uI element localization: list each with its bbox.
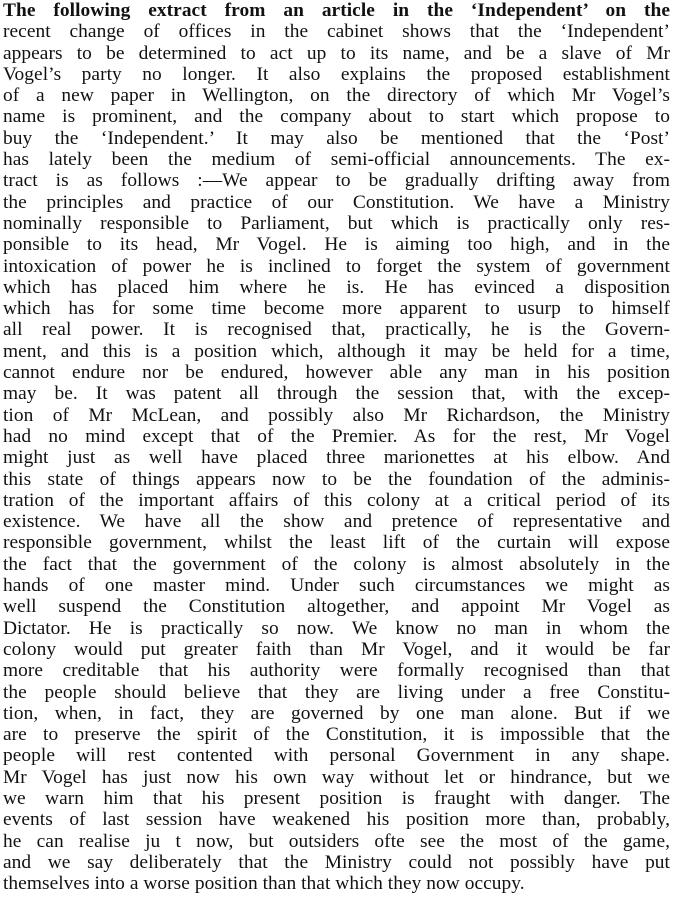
article-line: intoxication of power he is inclined to forget the system of government — [3, 255, 670, 277]
article-line: tion, when, in fact, they are governed by one man alone. But if we — [3, 702, 670, 724]
article-line: The following extract from an article in the ‘Independent’ on the — [3, 0, 670, 21]
article-line: events of last session have weakened his position more than, probably, — [3, 809, 670, 831]
article-line: the fact that the government of the colony is almost absolutely in the — [3, 553, 670, 575]
article-line: he can realise ju t now, but outsiders ofte see the most of the game, — [3, 830, 670, 852]
article-line: name is prominent, and the company about to start which propose to — [3, 106, 670, 128]
article-line: recent change of offices in the cabinet shows that the ‘Independent’ — [3, 21, 670, 43]
article-line: which has placed him where he is. He has evinced a disposition — [3, 276, 670, 298]
article-line: all real power. It is recognised that, practically, he is the Govern- — [3, 319, 670, 341]
article-line: themselves into a worse position than that which they now occupy. — [3, 873, 525, 895]
article-line: tion of Mr McLean, and possibly also Mr Richardson, the Ministry — [3, 404, 670, 426]
article-line: Mr Vogel has just now his own way without let or hindrance, but we — [3, 766, 670, 788]
article-line: tration of the important affairs of this colony at a critical period of its — [3, 489, 670, 511]
article-line: tract is as follows :—We appear to be gradually drifting away from — [3, 170, 670, 192]
article-line: of a new paper in Wellington, on the directory of which Mr Vogel’s — [3, 85, 670, 107]
article-line: more creditable that his authority were formally recognised than that — [3, 660, 670, 682]
article-line: existence. We have all the show and pretence of representative and — [3, 511, 670, 533]
article-line: the principles and practice of our Constitution. We have a Ministry — [3, 191, 670, 213]
article-line: which has for some time become more apparent to usurp to himself — [3, 298, 670, 320]
article-line: and we say deliberately that the Ministry could not possibly have put — [3, 851, 670, 873]
article-line: might just as well have placed three marionettes at his elbow. And — [3, 447, 670, 469]
article-line: responsible government, whilst the least lift of the curtain will expose — [3, 532, 670, 554]
article-line: are to preserve the spirit of the Constitution, it is impossible that the — [3, 724, 670, 746]
article-line: ponsible to its head, Mr Vogel. He is aiming too high, and in the — [3, 234, 670, 256]
article-line: we warn him that his present position is fraught with danger. The — [3, 787, 670, 809]
article-line: may be. It was patent all through the session that, with the excep- — [3, 383, 670, 405]
article-line: hands of one master mind. Under such circumstances we might as — [3, 575, 670, 597]
article-line: had no mind except that of the Premier. As for the rest, Mr Vogel — [3, 425, 670, 447]
article-line: has lately been the medium of semi-official announcements. The ex- — [3, 149, 670, 171]
article-line: colony would put greater faith than Mr Vogel, and it would be far — [3, 638, 670, 660]
article-line: appears to be determined to act up to its name, and be a slave of Mr — [3, 42, 670, 64]
article-line: Dictator. He is practically so now. We know no man in whom the — [3, 617, 670, 639]
article-line: cannot endure nor be endured, however able any man in his position — [3, 362, 670, 384]
article-line: Vogel’s party no longer. It also explains the proposed establishment — [3, 63, 670, 85]
article-line: this state of things appears now to be the foundation of the adminis- — [3, 468, 670, 490]
article-line: buy the ‘Independent.’ It may also be mentioned that the ‘Post’ — [3, 127, 670, 149]
article-line: nominally responsible to Parliament, but which is practically only res- — [3, 212, 670, 234]
article-line: ment, and this is a position which, although it may be held for a time, — [3, 340, 670, 362]
article-line: well suspend the Constitution altogether, and appoint Mr Vogel as — [3, 596, 670, 618]
article-line: people will rest contented with personal Government in any shape. — [3, 745, 670, 767]
article-line: the people should believe that they are living under a free Constitu- — [3, 681, 670, 703]
